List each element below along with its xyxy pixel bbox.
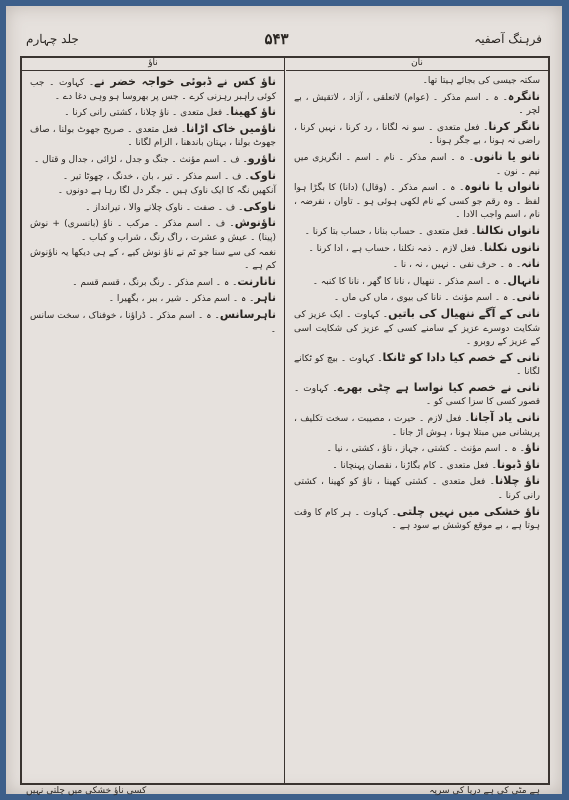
dictionary-entry: [294, 307, 540, 350]
dictionary-entry: [30, 185, 276, 199]
dictionary-entry: [30, 169, 276, 185]
footer-right: ہے مٹی کی ہے دریا کی سرپہ: [429, 786, 540, 796]
dictionary-entry: [30, 247, 276, 274]
entry-definition: آنکھیں نگہ کا ایک ناوک ہیں ۔ جگر دل لگا رہا ہے دونوں ۔: [57, 186, 276, 197]
dictionary-entry: [294, 75, 540, 89]
dictionary-entry: [294, 224, 540, 240]
entry-definition: ۔ ف ۔ صفت ۔ ناوک چلانے والا ، تیرانداز ۔: [85, 202, 244, 213]
left-column: [22, 58, 284, 783]
entry-definition: ۔ ف ۔ اسم مذکر ۔ مرکب ۔ ناؤ (بانسری) + نوش (پینا) ۔ عیش و عشرت ، راگ رنگ ، شراب و کباب ۔: [30, 219, 276, 243]
entry-definition: ۔ کہاوت ۔ ایک عزیز کی شکایت دوسرے عزیز کے سامنے کسی کے عزیز کی شکایت اسی کے عزیز کے روبرو ۔: [294, 309, 540, 348]
dictionary-entry: [30, 122, 276, 151]
entry-headword: ناؤ کس نے ڈبوئی خواجہ خضر نے: [94, 75, 276, 88]
page-number: ۵۴۳: [264, 30, 289, 48]
dictionary-entry: [294, 458, 540, 474]
entry-headword: نانواں نکالنا: [476, 223, 540, 237]
entry-definition: ۔ ہ ۔ حرف نفی ۔ نہیں ، نہ ، نا ۔: [392, 260, 522, 271]
entry-headword: ناؤنوش: [234, 216, 276, 230]
dictionary-entry: [294, 351, 540, 380]
dictionary-entry: [30, 275, 276, 291]
entry-headword: نانوں نکلنا: [483, 240, 540, 254]
dictionary-entry: [294, 441, 540, 457]
entry-definition: ۔ فعل لازم ۔ حیرت ، مصیبت ، سخت تکلیف ، پریشانی میں مبتلا ہونا ، ہوش اڑ جانا ۔: [294, 414, 540, 438]
dictionary-entry: [30, 75, 276, 104]
column-divider: [284, 58, 285, 783]
entry-definition: ۔ ہ ۔ اسم مذکر ۔ ننھیال ، نانا کا گھر ، نانا کا کنبہ ۔: [312, 276, 508, 287]
entry-definition: ۔ ہ ۔ اسم مذکر ۔ شیر ، ببر ، بگھیرا ۔: [108, 294, 255, 305]
entry-headword: نانارنت: [237, 274, 276, 288]
entry-headword: نانواں یا نانوہ: [464, 180, 540, 194]
entry-headword: نانگرہ: [507, 89, 540, 103]
entry-definition: ۔ ہ ۔ اسم مذکر ۔ (وقال) (دانا) کا بگڑا ہوا لفظ ۔ وہ رقم جو کسی کے نام لکھی ہوئی ہو ۔ تاوان ، نفرضہ ، نام ، اسم واجب الادا ۔: [294, 183, 540, 221]
entry-headword: ناؤمیں خاک اڑانا: [186, 121, 276, 135]
volume-label: جلد چہارم: [26, 32, 79, 46]
dictionary-entry: [294, 411, 540, 440]
entry-headword: ناوک: [249, 168, 276, 182]
entry-definition: ۔ فعل متعدی ۔ سو نہ لگانا ، رد کرنا ، نہیں کرنا ، راضی نہ ہونا ، بے جگر ہونا ۔: [294, 122, 540, 147]
entry-definition: نغمہ کی سے سنا جو ٹم نے ناؤ نوش کیے ، کے ہی دیکھا یہ ناؤنوش کم ہے ۔: [30, 247, 276, 272]
book-title: فرہنگ آصفیہ: [474, 32, 542, 46]
left-entries: [30, 75, 276, 337]
dictionary-entry: [30, 105, 276, 121]
dictionary-entry: [294, 150, 540, 179]
dictionary-entry: [294, 241, 540, 257]
entry-headword: نانی: [516, 290, 540, 304]
dictionary-entry: [294, 505, 540, 534]
entry-headword: ناؤ ڈبونا: [496, 457, 540, 471]
dictionary-entry: [294, 180, 540, 223]
dictionary-entry: [30, 200, 276, 216]
right-column-head: نان: [286, 58, 548, 71]
page-header: [26, 26, 542, 52]
entry-headword: ناؤ: [524, 441, 540, 455]
right-entries: [294, 75, 540, 534]
entry-headword: نانی نے خصم کیا نواسا ہے چٹی بھرے: [337, 380, 541, 394]
dictionary-entry: [294, 257, 540, 273]
entry-headword: ناؤرو: [247, 151, 276, 165]
dictionary-entry: [294, 290, 540, 306]
dictionary-entry: [294, 90, 540, 119]
right-column: [286, 58, 548, 783]
book-page: [6, 6, 562, 794]
entry-definition: ۔ کہاوت ۔ ہر کام کا وقت ہوتا ہے ، بے موقع کوشش بے سود ہے ۔: [294, 507, 540, 532]
entry-definition: ۔ کہاوت ۔ بیچ کو ٹکانے لگانا ۔: [294, 353, 540, 378]
entry-definition: ۔ فعل متعدی ۔ صریح جھوٹ بولنا ، صاف جھوٹ بولنا ، بہتان باندھنا ، الزام لگانا ۔: [30, 124, 276, 149]
entry-definition: ۔ کہاوت ۔ جب کوئی راہبر رہزنی کرے ۔ جس پر بھروسا ہو وہی دغا دے ۔: [30, 78, 276, 102]
entry-definition: ۔ ہ ۔ اسم مذکر ۔ رنگ برنگ ، قسم قسم ۔: [72, 277, 238, 288]
entry-definition: ۔ ف ۔ اسم مؤنث ۔ جنگ و جدل ، لڑائی ، جدال و قتال ۔: [34, 154, 248, 165]
entry-headword: ناہرسانس: [219, 307, 276, 321]
entry-definition: ۔ ف ۔ اسم مذکر ۔ تیر ، بان ، خدنگ ، چھوٹا تیر ۔: [62, 171, 250, 182]
entry-headword: نانی کے آگے ننھیال کی باتیں: [388, 306, 540, 320]
entry-definition: ۔ فعل متعدی ۔ کام بگاڑنا ، نقصان پہنچانا ۔: [332, 460, 497, 471]
dictionary-entry: [30, 152, 276, 168]
entry-definition: ۔ ہ ۔ اسم مذکر ۔ نام ۔ اسم ۔ انگریزی میں نیم ۔ نون ۔: [294, 152, 540, 177]
entry-headword: نانو یا نانوں: [474, 149, 540, 163]
dictionary-entry: [294, 474, 540, 503]
entry-headword: ناوکی: [243, 199, 276, 213]
dictionary-entry: [30, 216, 276, 245]
entry-definition: ۔ کہاوت ۔ قصور کسی کا سزا کسی کو ۔: [294, 383, 540, 408]
left-column-head: ناؤ: [22, 58, 284, 71]
page-footer: [20, 784, 546, 798]
dictionary-entry: [30, 291, 276, 307]
entry-headword: ناہر: [254, 291, 276, 305]
dictionary-entry: [294, 274, 540, 290]
entry-definition: ۔ ہ ۔ اسم مذکر ۔ (عوام) لاتعلقی ، آزاد ، لاتقیش ، بے لچر ۔: [294, 92, 540, 117]
entry-headword: نانہال: [507, 273, 540, 287]
entry-definition: ۔ ہ ۔ اسم مؤنث ۔ کشتی ، جہاز ، ناؤ ، کشتی ، نیا ۔: [326, 444, 525, 455]
entry-definition: ۔ فعل متعدی ۔ کشتی کھینا ، ناؤ کو کھینا ، کشتی رانی کرنا ۔: [294, 477, 540, 502]
entry-definition: سکتہ جیسی کی بجائے ہیتا تھا۔: [422, 76, 540, 86]
dictionary-entry: [294, 120, 540, 149]
entry-headword: ناؤ چلانا: [494, 474, 540, 488]
text-frame: [20, 56, 550, 785]
entry-headword: ناؤ کھینا: [230, 105, 276, 119]
entry-headword: نانگر کرنا: [488, 119, 540, 133]
entry-definition: ۔ فعل متعدی ۔ حساب بنانا ، حساب بتا کرنا ۔: [304, 226, 477, 237]
footer-left: کسی ناؤ خشکی میں چلتی نہیں: [26, 786, 147, 796]
entry-headword: نانہ: [521, 257, 540, 271]
entry-headword: نانی کے خصم کیا دادا کو ٹانکا: [382, 350, 540, 364]
entry-definition: ۔ ہ ۔ اسم مؤنث ۔ نانا کی بیوی ، ماں کی ماں ۔: [333, 293, 517, 304]
entry-definition: ۔ فعل لازم ۔ ذمہ نکلنا ، حساب ہے ، ادا کرنا ۔: [308, 243, 484, 254]
entry-headword: ناؤ خشکی میں نہیں چلتی: [396, 504, 541, 518]
entry-definition: ۔ ہ ۔ اسم مذکر ۔ ڈراؤنا ، خوفناک ، سخت سانس ۔: [30, 310, 276, 335]
dictionary-entry: [30, 308, 276, 337]
entry-headword: نانی یاد آجانا: [469, 411, 540, 425]
dictionary-entry: [294, 381, 540, 410]
entry-definition: ۔ فعل متعدی ۔ ناؤ چلانا ، کشتی رانی کرنا ۔: [64, 108, 231, 119]
